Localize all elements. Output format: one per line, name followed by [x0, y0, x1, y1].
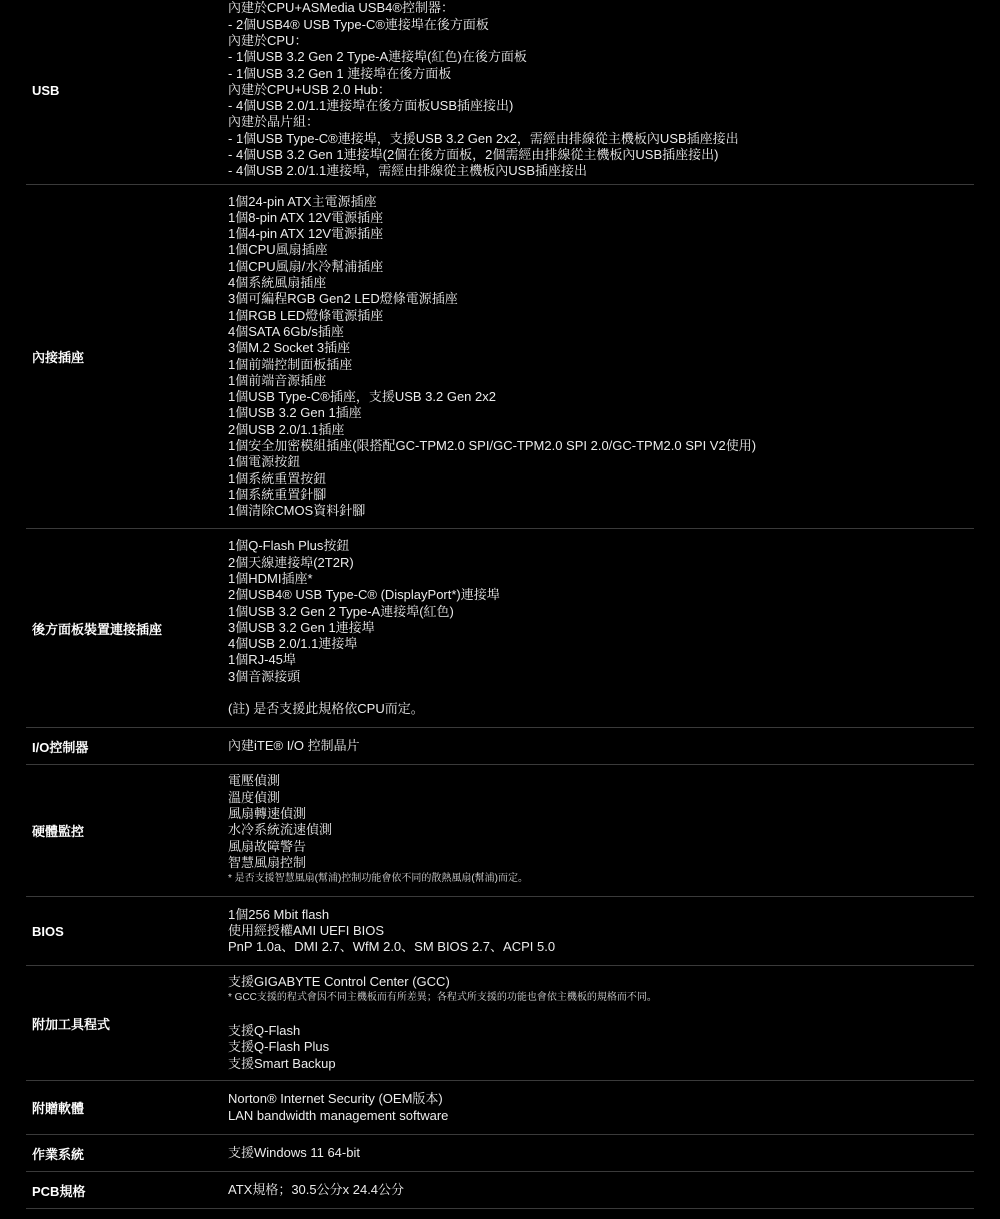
spec-line: 3個可編程RGB Gen2 LED燈條電源插座 — [228, 291, 458, 307]
spec-line: 1個4-pin ATX 12V電源插座 — [228, 226, 384, 242]
spec-line: 4個SATA 6Gb/s插座 — [228, 323, 344, 339]
spec-label: 附贈軟體 — [32, 1101, 85, 1116]
spec-value — [228, 974, 974, 1072]
spec-line: (註) 是否支援此規格依CPU而定。 — [228, 701, 424, 717]
spec-line: 1個256 Mbit flash — [228, 906, 330, 922]
spec-line: 3個音源接頭 — [228, 668, 301, 684]
spec-line: - 1個USB 3.2 Gen 1 連接埠在後方面板 — [228, 65, 452, 81]
spec-line: 1個24-pin ATX主電源插座 — [228, 193, 377, 209]
spec-value — [228, 0, 974, 179]
spec-line: PnP 1.0a、DMI 2.7、WfM 2.0、SM BIOS 2.7、ACPI 5.0 — [228, 939, 556, 955]
spec-value — [228, 1145, 974, 1161]
spec-value — [228, 1091, 974, 1124]
spec-label: 後方面板裝置連接插座 — [32, 621, 163, 637]
row-io-controller — [26, 728, 974, 765]
spec-label: PCB規格 — [32, 1183, 86, 1199]
spec-line: Norton® Internet Security (OEM版本) — [228, 1091, 443, 1107]
spec-line: 4個系統風扇插座 — [228, 275, 327, 291]
spec-line: 3個M.2 Socket 3插座 — [228, 340, 351, 356]
spec-line: - 2個USB4® USB Type-C®連接埠在後方面板 — [228, 16, 489, 32]
spec-value — [228, 773, 974, 887]
spec-line: 2個USB4® USB Type-C® (DisplayPort*)連接埠 — [228, 587, 500, 603]
spec-line: 1個CPU風扇/水冷幫浦插座 — [228, 258, 384, 274]
spec-line: 1個8-pin ATX 12V電源插座 — [228, 209, 384, 225]
spec-note: * 是否支援智慧風扇(幫浦)控制功能會依不同的散熱風扇(幫浦)而定。 — [228, 873, 528, 885]
row-usb — [26, 0, 974, 185]
spec-line: 1個系統重置針腳 — [228, 486, 327, 502]
spec-value — [228, 1182, 974, 1198]
spec-label: 附加工具程式 — [32, 1016, 111, 1032]
spec-line: 電壓偵測 — [228, 773, 281, 789]
spec-line: LAN bandwidth management software — [228, 1107, 449, 1123]
spec-line: 內建於晶片組： — [228, 114, 320, 130]
spec-line: 1個前端控制面板插座 — [228, 356, 353, 372]
spec-line: 1個USB 3.2 Gen 1插座 — [228, 405, 362, 421]
spec-label: I/O控制器 — [32, 739, 89, 755]
spec-line: 支援Smart Backup — [228, 1055, 336, 1071]
row-internal-connectors — [26, 185, 974, 529]
spec-line: 智慧風扇控制 — [228, 854, 307, 870]
spec-line: 使用經授權AMI UEFI BIOS — [228, 922, 385, 938]
spec-line: 風扇故障警告 — [228, 838, 307, 854]
spec-line: 1個RGB LED燈條電源插座 — [228, 307, 384, 323]
spec-label: 內接插座 — [32, 350, 85, 365]
spec-label: 硬體監控 — [32, 824, 85, 839]
spec-line: 1個安全加密模組插座(限搭配GC-TPM2.0 SPI/GC-TPM2.0 SPI 2.0/GC-TPM2.0 SPI V2使用) — [228, 437, 757, 453]
spec-label: 作業系統 — [32, 1146, 85, 1162]
spec-line: 2個天線連接埠(2T2R) — [228, 554, 354, 570]
spec-line: 3個USB 3.2 Gen 1連接埠 — [228, 619, 375, 635]
spec-line: 1個RJ-45埠 — [228, 652, 296, 668]
spec-line: 支援Windows 11 64-bit — [228, 1144, 360, 1160]
row-bios — [26, 897, 974, 966]
spec-line: 2個USB 2.0/1.1插座 — [228, 421, 345, 437]
spec-line: - 1個USB Type-C®連接埠，支援USB 3.2 Gen 2x2，需經由排線從主機板內USB插座接出 — [228, 130, 739, 146]
spec-label: BIOS — [32, 923, 64, 939]
spec-line: 4個USB 2.0/1.1連接埠 — [228, 636, 358, 652]
row-back-panel-connectors — [26, 529, 974, 728]
spec-line: - 4個USB 3.2 Gen 1連接埠(2個在後方面板，2個需經由排線從主機板內USB插座接出) — [228, 147, 719, 163]
spec-line: 1個前端音源插座 — [228, 372, 327, 388]
row-hardware-monitor — [26, 765, 974, 897]
row-unique-features — [26, 966, 974, 1081]
spec-table — [26, 0, 974, 1209]
spec-line: 1個電源按鈕 — [228, 454, 301, 470]
spec-line: 1個USB Type-C®插座，支援USB 3.2 Gen 2x2 — [228, 389, 496, 405]
spec-line: 支援GIGABYTE Control Center (GCC) — [228, 974, 450, 990]
spec-line: 風扇轉速偵測 — [228, 806, 307, 822]
row-form-factor — [26, 1172, 974, 1209]
spec-line: - 4個USB 2.0/1.1連接埠，需經由排線從主機板內USB插座接出 — [228, 163, 587, 179]
spec-line: 內建iTE® I/O 控制晶片 — [228, 737, 360, 753]
spec-note: * GCC支援的程式會因不同主機板而有所差異；各程式所支援的功能也會依主機板的規格而不同。 — [228, 992, 657, 1004]
spec-line: 1個HDMI插座* — [228, 570, 313, 586]
spec-line: 支援Q-Flash Plus — [228, 1039, 330, 1055]
spec-line: 內建於CPU+USB 2.0 Hub： — [228, 81, 391, 97]
spec-value — [228, 738, 974, 754]
spec-line: - 4個USB 2.0/1.1連接埠在後方面板USB插座接出) — [228, 98, 514, 114]
spec-label: USB — [32, 82, 60, 98]
spec-line: 1個清除CMOS資料針腳 — [228, 503, 366, 519]
row-operating-system — [26, 1135, 974, 1172]
spec-value — [228, 194, 974, 520]
spec-line: 1個CPU風扇插座 — [228, 242, 328, 258]
spec-line: 內建於CPU+ASMedia USB4®控制器： — [228, 0, 454, 16]
spec-line: ATX規格；30.5公分x 24.4公分 — [228, 1181, 405, 1197]
spec-line — [228, 685, 974, 701]
spec-line: 溫度偵測 — [228, 789, 281, 805]
spec-line: 1個USB 3.2 Gen 2 Type-A連接埠(紅色) — [228, 603, 454, 619]
spec-line: 內建於CPU： — [228, 32, 308, 48]
spec-value — [228, 907, 974, 956]
spec-line: 水冷系統流速偵測 — [228, 822, 333, 838]
spec-line: 支援Q-Flash — [228, 1023, 301, 1038]
spec-value — [228, 538, 974, 717]
spec-line: 1個系統重置按鈕 — [228, 470, 327, 486]
spec-line — [228, 1007, 974, 1023]
spec-line: - 1個USB 3.2 Gen 2 Type-A連接埠(紅色)在後方面板 — [228, 49, 527, 65]
row-bundled-software — [26, 1081, 974, 1135]
spec-line: 1個Q-Flash Plus按鈕 — [228, 538, 350, 554]
